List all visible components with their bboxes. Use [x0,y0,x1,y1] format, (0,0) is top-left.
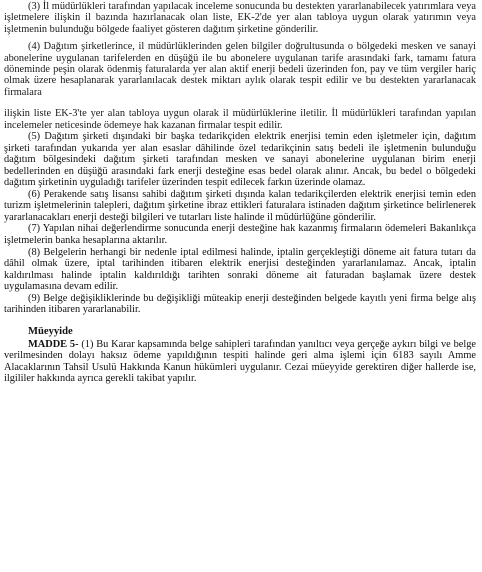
paragraph-3: (3) İl müdürlükleri tarafından yapılacak inceleme sonucunda bu destekten yararlanabilecek yatırımlara veya işletmelere ilişkin il bazında hazırlanacak olan liste, EK-2'de yer alan tabloya uygun olarak yatırımın veya işletmenin bulunduğu bölgede faaliyet gösteren dağıtım şirketine gönderilir. [4,1,476,35]
section-heading: Müeyyide [28,325,73,337]
paragraph-4: (4) Dağıtım şirketlerince, il müdürlüklerinden gelen bilgiler doğrultusunda o bölgedeki mesken ve sanayi abonelerine uygulanan tarifelerden en düşüğü ile bu abonelere uygulanan tarife arasındaki fark, tamamı fatura döneminde peşin olarak ödenmiş faturalarda yer alan aktif enerji bedeli üzerinden fon, pay ve tüm vergiler hariç olmak üzere hesaplanarak yararlanılacak destek miktarı aylık olarak tespit edilir ve bu destekten yararlanacak firmalara [4,41,476,98]
paragraph-7: (7) Yapılan nihai değerlendirme sonucunda enerji desteğine hak kazanmış firmaların ödemeleri Bakanlıkça işletmelerin banka hesaplarına aktarılır. [4,223,476,246]
text-block-bottom [4,131,476,385]
paragraph-4-continued: ilişkin liste EK-3'te yer alan tabloya uygun olarak il müdürlüklerine iletilir. İl müdürlükleri tarafından yapılan incelemeler neticesinde ödemeye hak kazanan firmalar tespit edilir. [4,108,476,131]
article-label: MADDE 5- [28,338,79,350]
paragraph-9: (9) Belge değişikliklerinde bu değişikliği müteakip enerji desteğinden belgede kayıtlı yeni firma belge alış tarihinden itibaren yararlanabilir. [4,292,476,316]
article-5-paragraph [4,339,476,385]
spacer [4,98,476,108]
scanned-block-top [4,1,476,98]
scanned-block-middle [4,108,476,131]
paragraph-8: (8) Belgelerin herhangi bir nedenle iptal edilmesi halinde, iptalin gerçekleştiği döneme ait fatura tutarı da dâhil olmak üzere, iptal tarihinden itibaren elektrik enerjisi desteğinden yararlanılamaz. Ancak, iptalin kaldırılması halinde iptalin kaldırıldığı tarihten sonraki döneme ait faturadan başlamak üzere destek uygulamasına devam edilir. [4,246,476,293]
spacer [4,316,476,326]
paragraph-6: (6) Perakende satış lisansı sahibi dağıtım şirketi dışında kalan tedarikçilerden elektrik enerjisi temin eden turizm işletmelerinin talepleri, dağıtım şirketine ibraz ettikleri faturalara istinaden dağıtım şirketince belirlenerek yararlanacakları enerji desteği bilgileri ve tutarları liste halinde il müdürlüğüne gönderilir. [4,188,476,223]
paragraph-5: (5) Dağıtım şirketi dışındaki bir başka tedarikçiden elektrik enerjisi temin eden işletmeler için, dağıtım şirketi tarafından yukarıda yer alan esaslar dâhilinde özel tedarikçinin satış bedeli ile işletmenin bulunduğu dağıtım bölgesindeki dağıtım şirketi tarafından mesken ve sanayi abonelerine uygulanan birim enerji bedellerinden en düşüğü arasındaki fark enerji desteğine esas bedel olarak alınır. Ancak, bu bedel o bölgedeki dağıtım şirketinin uyguladığı tarifeler üzerinden tespit edilecek farkın üzerinde olamaz. [4,131,476,189]
article-text: (1) Bu Karar kapsamında belge sahipleri tarafından yanıltıcı veya gerçeğe aykırı bilgi ve belge verilmesinden dolayı haksız ödeme yapıldığının tespiti halinde geri alma işlemi için 6183 sayılı Amme Alacaklarının Tahsil Usulü Hakkında Kanun hükümleri uygulanır. Cezai müeyyide gerektiren diğer hallerde ise, ilgililer hakkında ayrıca gerekli takibat yapılır. [4,338,476,385]
